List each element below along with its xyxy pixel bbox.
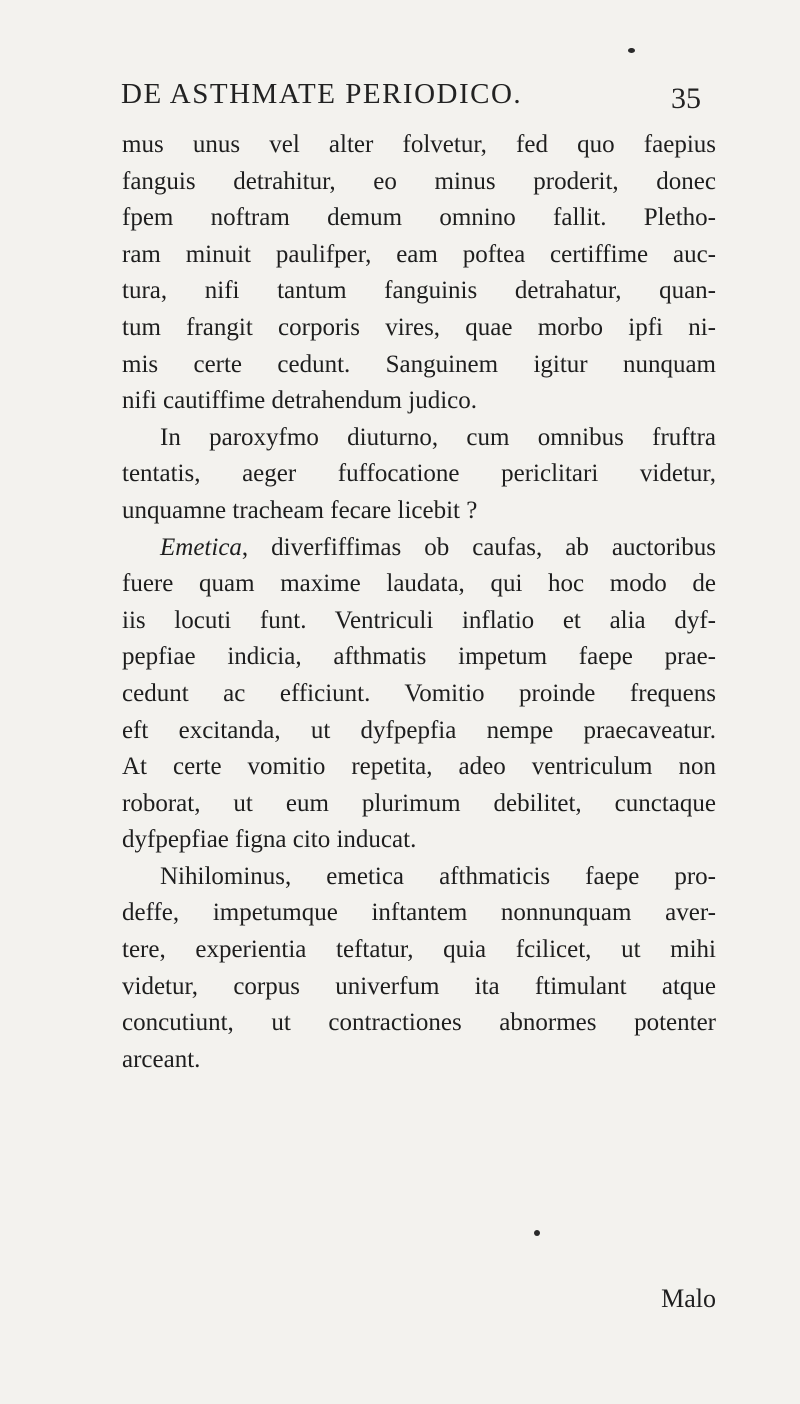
text-line: fanguis detrahitur, eo minus proderit, donec [122, 167, 716, 195]
text-line: mus unus vel alter folvetur, fed quo faepius [122, 131, 716, 158]
text-line: dyfpepfiae figna cito inducat. [122, 826, 417, 854]
text-line: concutiunt, ut contractiones abnormes potenter [122, 1009, 716, 1037]
text-line: unquamne tracheam fecare licebit ? [122, 496, 478, 524]
text-line: videtur, corpus univerfum ita ftimulant atque [122, 972, 716, 1000]
text-line: arceant. [122, 1045, 201, 1073]
text-line: iis locuti funt. Ventriculi inflatio et alia dyf- [122, 606, 716, 634]
text-line: In paroxyfmo diuturno, cum omnibus fruftra [160, 423, 716, 451]
text-line: Nihilominus, emetica afthmaticis faepe pro- [160, 862, 716, 890]
ink-speck [534, 1230, 540, 1236]
text-line: roborat, ut eum plurimum debilitet, cunctaque [122, 789, 716, 817]
text-line: ram minuit paulifper, eam poftea certiffime auc- [122, 240, 716, 268]
text-line: cedunt ac efficiunt. Vomitio proinde frequens [122, 679, 716, 707]
text-line: eft excitanda, ut dyfpepfia nempe praecaveatur. [122, 716, 716, 744]
ink-speck [628, 48, 635, 53]
text-line: tere, experientia teftatur, quia fcilicet, ut mihi [122, 936, 716, 964]
page-number: 35 [671, 82, 701, 115]
text-line: mis certe cedunt. Sanguinem igitur nunquam [122, 350, 716, 378]
text-line: tura, nifi tantum fanguinis detrahatur, quan- [122, 277, 716, 305]
text-line: fuere quam maxime laudata, qui hoc modo de [122, 570, 716, 598]
text-line: At certe vomitio repetita, adeo ventriculum non [122, 753, 716, 781]
text-line: fpem noftram demum omnino fallit. Pletho- [122, 204, 716, 232]
running-head: DE ASTHMATE PERIODICO. [121, 78, 523, 110]
text-line: nifi cautiffime detrahendum judico. [122, 387, 477, 415]
text-line: tentatis, aeger fuffocatione periclitari videtur, [122, 460, 716, 488]
text-line: deffe, impetumque inftantem nonnunquam aver- [122, 899, 716, 927]
text-line: tum frangit corporis vires, quae morbo ipfi ni- [122, 313, 716, 341]
italic-word: Emetica [160, 533, 242, 561]
page-header [121, 78, 701, 122]
text-line: Emetica, diverfiffimas ob caufas, ab auctoribus [160, 533, 716, 561]
catchword: Malo [661, 1284, 716, 1313]
text-line: pepfiae indicia, afthmatis impetum faepe prae- [122, 643, 716, 671]
body-text [122, 127, 716, 1078]
